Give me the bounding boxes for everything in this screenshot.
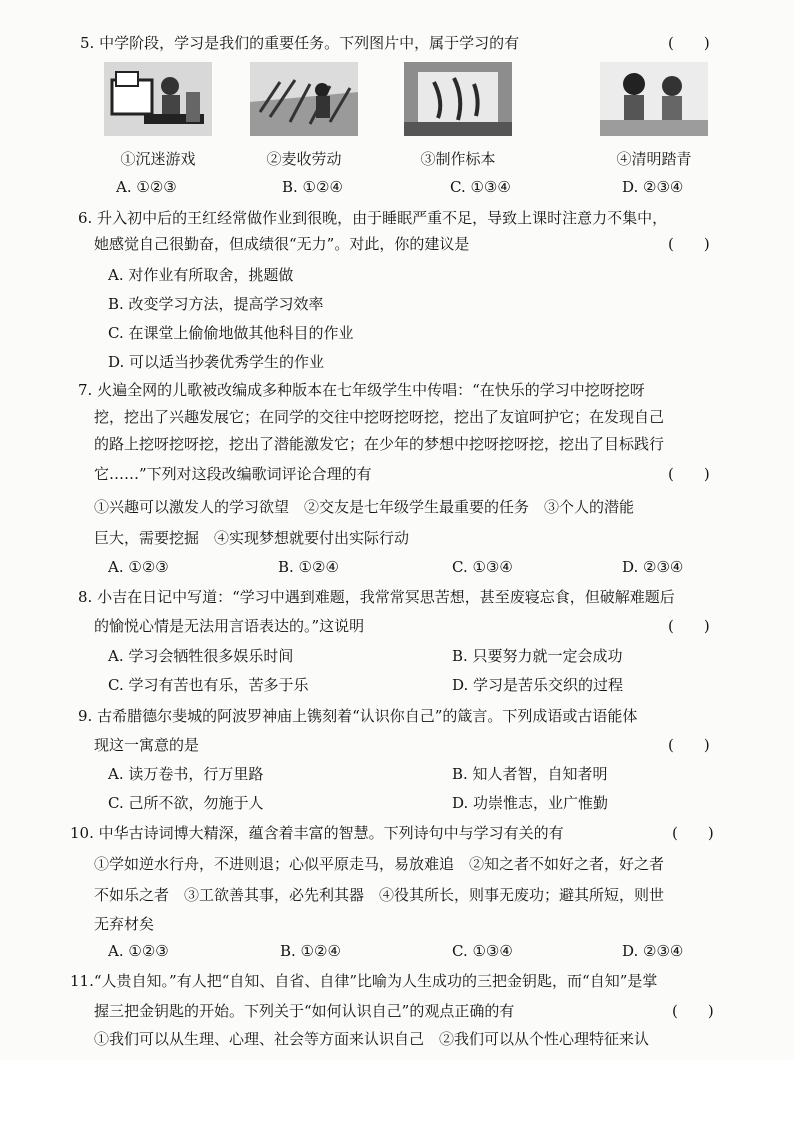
q10-items-line1: ①学如逆水行舟，不进则退；心似平原走马，易放难追 ②知之者不如好之者，好之者: [94, 855, 665, 873]
q7-items-line1: ①兴趣可以激发人的学习欲望 ②交友是七年级学生最重要的任务 ③个人的潜能: [94, 498, 635, 516]
q6-option-c[interactable]: C. 在课堂上偷偷地做其他科目的作业: [108, 324, 354, 342]
q5-answer-paren: ( ): [668, 34, 710, 52]
q7-items-line2: 巨大，需要挖掘 ④实现梦想就要付出实际行动: [94, 529, 410, 547]
q9-option-c[interactable]: C. 己所不欲，勿施于人: [108, 794, 264, 812]
q5-option-b[interactable]: B. ①②④: [282, 178, 343, 196]
q11-stem-line2: 握三把金钥匙的开始。下列关于“如何认识自己”的观点正确的有: [94, 1002, 515, 1020]
outing-scene-icon: [600, 62, 708, 136]
q7-stem-line2: 挖，挖出了兴趣发展它；在同学的交往中挖呀挖呀挖，挖出了友谊呵护它；在发现自己: [94, 408, 665, 426]
q11-stem-line1: 11.“人贵自知。”有人把“自知、自省、自律”比喻为人生成功的三把金钥匙，而“自知”是掌: [70, 972, 658, 990]
q10-option-c[interactable]: C. ①③④: [452, 942, 513, 960]
q10-items-line3: 无弃材矣: [94, 915, 155, 933]
q7-stem-line1: 7. 火遍全网的儿歌被改编成多种版本在七年级学生中传唱：“在快乐的学习中挖呀挖呀: [78, 381, 645, 399]
q8-answer-paren: ( ): [668, 617, 710, 635]
q7-option-b[interactable]: B. ①②④: [278, 558, 339, 576]
q9-option-b[interactable]: B. 知人者智，自知者明: [452, 765, 608, 783]
q10-option-b[interactable]: B. ①②④: [280, 942, 341, 960]
q8-option-b[interactable]: B. 只要努力就一定会成功: [452, 647, 623, 665]
q6-stem-line1: 6. 升入初中后的王红经常做作业到很晚，由于睡眠严重不足，导致上课时注意力不集中，: [78, 209, 668, 227]
q5-caption-2: ②麦收劳动: [266, 150, 342, 168]
specimen-scene-icon: [404, 62, 512, 136]
q10-answer-paren: ( ): [672, 824, 714, 842]
harvest-scene-icon: [250, 62, 358, 136]
q6-option-d[interactable]: D. 可以适当抄袭优秀学生的作业: [108, 353, 325, 371]
q10-stem: 10. 中华古诗词博大精深，蕴含着丰富的智慧。下列诗句中与学习有关的有: [70, 824, 564, 842]
q11-items-line1: ①我们可以从生理、心理、社会等方面来认识自己 ②我们可以从个性心理特征来认: [94, 1030, 650, 1048]
q7-option-c[interactable]: C. ①③④: [452, 558, 513, 576]
q8-stem-line2: 的愉悦心情是无法用言语表达的。”这说明: [94, 617, 365, 635]
q7-option-d[interactable]: D. ②③④: [622, 558, 684, 576]
q5-option-a[interactable]: A. ①②③: [116, 178, 177, 196]
q8-stem-line1: 8. 小吉在日记中写道：“学习中遇到难题，我常常冥思苦想，甚至废寝忘食，但破解难题后: [78, 588, 675, 606]
q7-stem-line4: 它……”下列对这段改编歌词评论合理的有: [94, 465, 372, 483]
q6-answer-paren: ( ): [668, 235, 710, 253]
q5-stem: 5. 中学阶段，学习是我们的重要任务。下列图片中，属于学习的有: [80, 34, 520, 52]
q5-image-3: [404, 62, 512, 136]
q5-image-4: [600, 62, 708, 136]
q11-answer-paren: ( ): [672, 1002, 714, 1020]
q7-answer-paren: ( ): [668, 465, 710, 483]
q6-stem-line2: 她感觉自己很勤奋，但成绩很“无力”。对此，你的建议是: [94, 235, 470, 253]
q9-stem-line1: 9. 古希腊德尔斐城的阿波罗神庙上镌刻着“认识你自己”的箴言。下列成语或古语能体: [78, 707, 638, 725]
q5-caption-4: ④清明踏青: [616, 150, 692, 168]
q5-option-d[interactable]: D. ②③④: [622, 178, 684, 196]
q10-items-line2: 不如乐之者 ③工欲善其事，必先利其器 ④役其所长，则事无废功；避其所短，则世: [94, 886, 665, 904]
q9-option-d[interactable]: D. 功崇惟志，业广惟勤: [452, 794, 609, 812]
q10-option-d[interactable]: D. ②③④: [622, 942, 684, 960]
q5-caption-3: ③制作标本: [420, 150, 496, 168]
q5-image-2: [250, 62, 358, 136]
q6-option-b[interactable]: B. 改变学习方法，提高学习效率: [108, 295, 324, 313]
q9-stem-line2: 现这一寓意的是: [94, 736, 200, 754]
q8-option-a[interactable]: A. 学习会牺牲很多娱乐时间: [108, 647, 294, 665]
q5-image-1: [104, 62, 212, 136]
q9-option-a[interactable]: A. 读万卷书，行万里路: [108, 765, 264, 783]
q6-option-a[interactable]: A. 对作业有所取舍，挑题做: [108, 266, 294, 284]
q5-caption-1: ①沉迷游戏: [120, 150, 196, 168]
q5-option-c[interactable]: C. ①③④: [450, 178, 511, 196]
q8-option-c[interactable]: C. 学习有苦也有乐，苦多于乐: [108, 676, 309, 694]
q7-stem-line3: 的路上挖呀挖呀挖，挖出了潜能激发它；在少年的梦想中挖呀挖呀挖，挖出了目标践行: [94, 435, 665, 453]
game-scene-icon: [104, 62, 212, 136]
q7-option-a[interactable]: A. ①②③: [108, 558, 169, 576]
q8-option-d[interactable]: D. 学习是苦乐交织的过程: [452, 676, 624, 694]
q10-option-a[interactable]: A. ①②③: [108, 942, 169, 960]
q9-answer-paren: ( ): [668, 736, 710, 754]
